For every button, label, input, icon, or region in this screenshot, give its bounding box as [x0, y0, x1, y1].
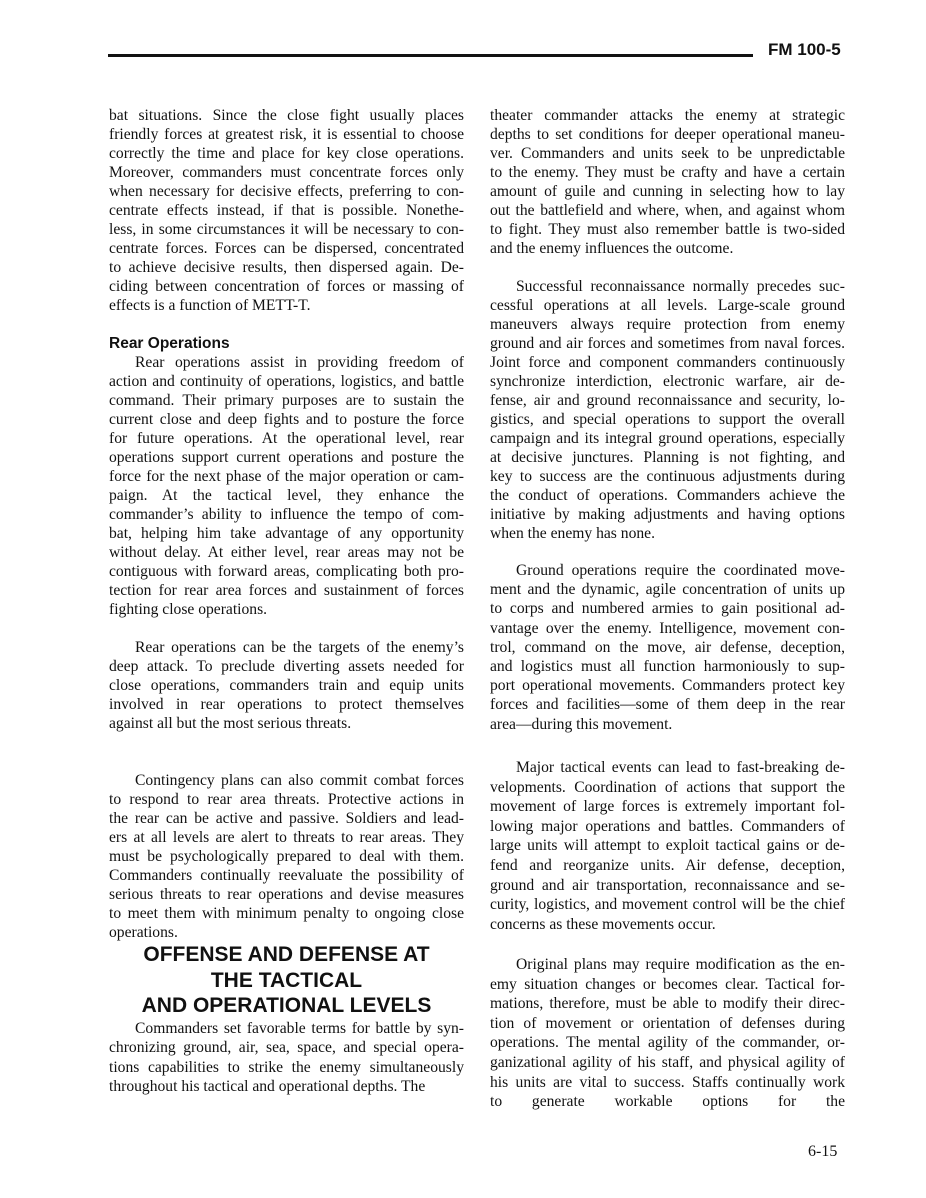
- text-line: serious threats to rear operations and devise measures: [109, 886, 464, 903]
- text-line: for future operations. At the operational level, rear: [109, 430, 464, 447]
- text-line: large units will attempt to exploit tactical gains or de-: [490, 837, 845, 855]
- text-line: deep attack. To preclude diverting assets needed for: [109, 658, 464, 675]
- text-line: ground and air transportation, reconnaissance and se-: [490, 876, 845, 894]
- text-line: Commanders continually reevaluate the possibility of: [109, 867, 464, 884]
- text-line: command. Their primary purposes are to sustain the: [109, 392, 464, 409]
- text-line: concerns as these movements occur.: [490, 915, 716, 933]
- text-line: fense, air and ground reconnaissance and security, lo-: [490, 392, 845, 409]
- text-line: tions capabilities to strike the enemy simultaneously: [109, 1058, 464, 1076]
- text-line: paign. At the tactical level, they enhance the: [109, 487, 464, 504]
- paragraph: [109, 106, 464, 315]
- text-line: correctly the time and place for key close operations.: [109, 145, 464, 162]
- paragraph: [490, 758, 845, 934]
- document-id: FM 100-5: [768, 40, 841, 59]
- text-line: action and continuity of operations, logistics, and battle: [109, 373, 464, 390]
- text-line: port operational movements. Commanders protect key: [490, 677, 845, 695]
- text-line: out the battlefield and where, when, and against whom: [490, 202, 845, 219]
- text-line: chronizing ground, air, sea, space, and special opera-: [109, 1039, 464, 1057]
- text-line: to achieve decisive results, then dispersed again. De-: [109, 259, 464, 276]
- text-line: key to success are the continuous adjustments during: [490, 468, 845, 485]
- text-line: must be psychologically prepared to deal with them.: [109, 848, 464, 865]
- text-line: tection for rear area forces and sustainment of forces: [109, 582, 464, 599]
- text-line: Major tactical events can lead to fast-breaking de-: [516, 759, 845, 776]
- text-line: Ground operations require the coordinated move-: [516, 562, 845, 579]
- text-line: maneuvers always require protection from enemy: [490, 316, 845, 333]
- paragraph: [109, 771, 464, 942]
- text-line: when the enemy has none.: [490, 525, 655, 542]
- text-line: synchronize interdiction, electronic warfare, air de-: [490, 373, 845, 390]
- text-line: at decisive junctures. Planning is not fighting, and: [490, 449, 845, 466]
- text-line: Original plans may require modification as the en-: [516, 956, 845, 973]
- text-line: operations. The mental agility of the commander, or-: [490, 1034, 845, 1052]
- text-line: velopments. Coordination of actions that support the: [490, 778, 845, 796]
- text-line: friendly forces at greatest risk, it is essential to choose: [109, 126, 464, 143]
- paragraph: [490, 106, 845, 258]
- section-heading: [109, 942, 464, 1019]
- text-line: contiguous with forward areas, complicating both pro-: [109, 563, 464, 580]
- text-line: Rear operations assist in providing freedom of: [135, 354, 464, 371]
- text-line: depths to set conditions for deeper operational maneu-: [490, 126, 845, 143]
- text-line: ganizational agility of his staff, and physical agility of: [490, 1053, 845, 1071]
- paragraph: [109, 353, 464, 619]
- text-line: amount of guile and cunning in selecting how to lay: [490, 183, 845, 200]
- text-line: mations, therefore, must be able to modify their direc-: [490, 995, 845, 1013]
- text-line: force for the next phase of the major operation or cam-: [109, 468, 464, 485]
- text-line: trol, command on the move, air defense, deception,: [490, 638, 845, 656]
- text-line: cessful operations at all levels. Large-scale ground: [490, 297, 845, 314]
- paragraph: [109, 1019, 464, 1096]
- text-line: fighting close operations.: [109, 601, 268, 618]
- text-line: Commanders set favorable terms for battle by syn-: [135, 1020, 464, 1037]
- text-line: ciding between concentration of forces or massing of: [109, 278, 464, 295]
- text-line: ver. Commanders and units seek to be unpredictable: [490, 145, 845, 162]
- text-line: operations support current operations and posture the: [109, 449, 464, 466]
- text-line: bat situations. Since the close fight usually places: [109, 107, 464, 124]
- text-line: lowing major operations and battles. Commanders of: [490, 817, 845, 835]
- text-line: emy situation changes or becomes clear. Tactical for-: [490, 975, 845, 993]
- text-line: throughout his tactical and operational depths. The: [109, 1077, 426, 1095]
- text-line: without delay. At either level, rear areas may not be: [109, 544, 464, 561]
- subheading-rear-operations: Rear Operations: [109, 335, 230, 352]
- text-line: ment and the dynamic, agile concentration of units up: [490, 581, 845, 599]
- text-line: bat, helping him take advantage of any opportunity: [109, 525, 464, 542]
- text-line: his units are vital to success. Staffs continually work: [490, 1073, 845, 1091]
- text-line: to respond to rear area threats. Protective actions in: [109, 791, 464, 808]
- text-line: centrate effects instead, if that is possible. Nonethe-: [109, 202, 464, 219]
- header-rule: [108, 54, 753, 57]
- text-line: current close and deep fights and to posture the force: [109, 411, 464, 428]
- text-line: and logistics must all function harmoniously to sup-: [490, 657, 845, 675]
- text-line: to meet them with minimum penalty to ongoing close: [109, 905, 464, 922]
- text-line: Contingency plans can also commit combat forces: [135, 772, 464, 789]
- text-line: theater commander attacks the enemy at strategic: [490, 107, 845, 124]
- text-line: the conduct of operations. Commanders achieve the: [490, 487, 845, 504]
- page-number: 6-15: [808, 1143, 838, 1160]
- section-heading-line: THE TACTICAL: [210, 968, 363, 992]
- text-line: Moreover, commanders must concentrate forces only: [109, 164, 464, 181]
- text-line: gistics, and special operations to support the overall: [490, 411, 845, 428]
- text-line: forces and facilities—some of them deep in the rear: [490, 696, 845, 714]
- text-line: Successful reconnaissance normally precedes suc-: [516, 278, 845, 295]
- paragraph: [490, 561, 845, 734]
- text-line: movement of large forces is extremely important fol-: [490, 798, 845, 816]
- text-line: involved in rear operations to protect themselves: [109, 696, 464, 713]
- text-line: operations.: [109, 924, 178, 941]
- text-line: against all but the most serious threats.: [109, 715, 352, 732]
- text-line: ground and air forces and sometimes from naval forces.: [490, 335, 845, 352]
- paragraph: [490, 277, 845, 543]
- text-line: campaign and its integral ground operations, especially: [490, 430, 845, 447]
- section-heading-line: OFFENSE AND DEFENSE AT: [143, 943, 430, 966]
- text-line: the rear can be active and passive. Soldiers and lead-: [109, 810, 464, 827]
- text-line: ers at all levels are alert to threats to rear areas. They: [109, 829, 464, 846]
- text-line: to the enemy. They must be crafty and have a certain: [490, 164, 845, 181]
- text-line: to corps and numbered armies to gain positional ad-: [490, 600, 845, 618]
- text-line: when necessary for decisive effects, preferring to con-: [109, 183, 464, 200]
- section-heading-line: AND OPERATIONAL LEVELS: [141, 994, 432, 1017]
- text-line: tion of movement or orientation of defenses during: [490, 1014, 845, 1032]
- text-line: centrate forces. Forces can be dispersed, concentrated: [109, 240, 464, 257]
- text-line: fend and reorganize units. Air defense, deception,: [490, 856, 845, 874]
- text-line: Joint force and component commanders continuously: [490, 354, 845, 371]
- paragraph: [109, 638, 464, 733]
- text-line: initiative by making adjustments and having options: [490, 506, 845, 523]
- text-line: area—during this movement.: [490, 715, 673, 733]
- text-line: to fight. They must also remember battle is two-sided: [490, 221, 845, 238]
- text-line: Rear operations can be the targets of the enemy’s: [135, 639, 464, 656]
- text-line: to generate workable options for the: [490, 1093, 845, 1111]
- text-line: vantage over the enemy. Intelligence, movement con-: [490, 619, 845, 637]
- paragraph: [490, 955, 845, 1112]
- text-line: commander’s ability to influence the tempo of com-: [109, 506, 464, 523]
- text-line: and the enemy influences the outcome.: [490, 240, 734, 257]
- text-line: less, in some circumstances it will be necessary to con-: [109, 221, 464, 238]
- text-line: close operations, commanders train and equip units: [109, 677, 464, 694]
- text-line: curity, logistics, and movement control will be the chief: [490, 896, 845, 914]
- text-line: effects is a function of METT-T.: [109, 297, 311, 314]
